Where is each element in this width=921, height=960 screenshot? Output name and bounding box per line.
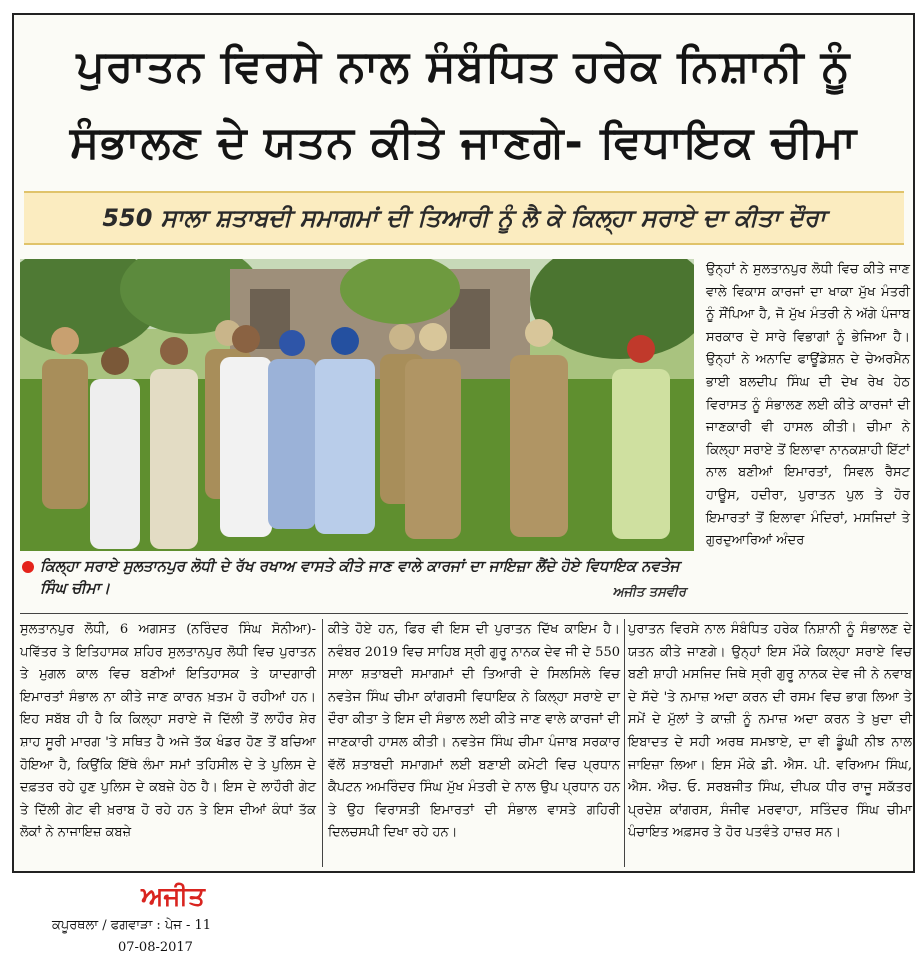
photo-person-head xyxy=(101,347,129,375)
headline-line-2: ਸੰਭਾਲਣ ਦੇ ਯਤਨ ਕੀਤੇ ਜਾਣਗੇ- ਵਿਧਾਇਕ ਚੀਮਾ xyxy=(69,117,858,168)
photo-person-turban xyxy=(419,323,447,351)
article-column-1: ਸੁਲਤਾਨਪੁਰ ਲੋਧੀ, 6 ਅਗਸਤ (ਨਰਿੰਦਰ ਸਿੰਘ ਸੋਨੀਆ)- ਪਵਿੱਤਰ ਤੇ ਇਤਿਹਾਸਕ ਸ਼ਹਿਰ ਸੁਲਤਾਨਪੁਰ ਲੋਧੀ ਵਿਚ ਪੁਰਾਤਨ ਤੇ ਮੁਗਲ ਕਾਲ ਵਿਚ ਬਣੀਆਂ ਇਤਿਹਾਸਕ ਤੇ ਯਾਦਗਾਰੀ ਇਮਾਰਤਾਂ ਸੰਭਾਲ ਨਾ ਕੀਤੇ ਜਾਣ ਕਾਰਨ ਖ਼ਤਮ ਹੋ ਰਹੀਆਂ ਹਨ। ਇਹ ਸਬੱਬ ਹੀ ਹੈ ਕਿ ਕਿਲ੍ਹਾ ਸਰਾਏ ਜੋ ਦਿੱਲੀ ਤੋਂ ਲਾਹੌਰ ਸ਼ੇਰ ਸ਼ਾਹ ਸੂਰੀ ਮਾਰਗ 'ਤੇ ਸਥਿਤ ਹੈ ਅਜੇ ਤੱਕ ਖੰਡਰ ਹੋਣ ਤੋਂ ਬਚਿਆ ਹੋਇਆ ਹੈ, ਕਿਉਂਕਿ ਇੱਥੇ ਲੰਮਾ ਸਮਾਂ ਤਹਿਸੀਲ ਦੇ ਤੇ ਪੁਲਿਸ ਦੇ ਦਫ਼ਤਰ ਰਹੇ ਹੁਣ ਪੁਲਿਸ ਦੇ ਕਬਜ਼ੇ ਹੇਠ ਹੈ। ਇਸ ਦੇ ਲਾਹੌਰੀ ਗੇਟ ਤੇ ਦਿੱਲੀ ਗੇਟ ਵੀ ਖ਼ਰਾਬ ਹੋ ਰਹੇ ਹਨ ਤੇ ਇਸ ਦੀਆਂ ਕੰਧਾਂ ਤੱਕ ਲੋਕਾਂ ਨੇ ਨਾਜਾਇਜ਼ ਕਬਜ਼ੇ xyxy=(20,622,316,841)
photo-credit: ਅਜੀਤ ਤਸਵੀਰ xyxy=(612,585,686,600)
newspaper-clipping xyxy=(12,13,915,873)
photo-person xyxy=(612,369,670,539)
edition-page-label: ਕਪੂਰਥਲਾ / ਫਗਵਾੜਾ : ਪੇਜ - 11 xyxy=(52,918,212,933)
headline-line-1: ਪੁਰਾਤਨ ਵਿਰਸੇ ਨਾਲ ਸੰਬੰਧਿਤ ਹਰੇਕ ਨਿਸ਼ਾਨੀ ਨੂੰ xyxy=(76,41,851,92)
photo-person-turban xyxy=(525,319,553,347)
edition-date: 07-08-2017 xyxy=(118,940,193,955)
article-column-3: ਪੁਰਾਤਨ ਵਿਰਸੇ ਨਾਲ ਸੰਬੰਧਿਤ ਹਰੇਕ ਨਿਸ਼ਾਨੀ ਨੂੰ ਸੰਭਾਲਣ ਦੇ ਯਤਨ ਕੀਤੇ ਜਾਣਗੇ। ਉਨ੍ਹਾਂ ਇਸ ਮੌਕੇ ਕਿਲ੍ਹਾ ਸਰਾਏ ਵਿਚ ਬਣੀ ਸ਼ਾਹੀ ਮਸਜਿਦ ਜਿਥੇ ਸ੍ਰੀ ਗੁਰੂ ਨਾਨਕ ਦੇਵ ਜੀ ਨੇ ਨਵਾਬ ਦੇ ਸੱਦੇ 'ਤੇ ਨਮਾਜ਼ ਅਦਾ ਕਰਨ ਦੀ ਰਸਮ ਵਿਚ ਭਾਗ ਲਿਆ ਤੇ ਸਮੇਂ ਦੇ ਮੁੱਲਾਂ ਤੇ ਕਾਜ਼ੀ ਨੂੰ ਨਮਾਜ਼ ਅਦਾ ਕਰਨ ਤੇ ਖ਼ੁਦਾ ਦੀ ਇਬਾਦਤ ਦੇ ਸਹੀ ਅਰਥ ਸਮਝਾਏ, ਦਾ ਵੀ ਡੂੰਘੀ ਨੀਝ ਨਾਲ ਜਾਇਜ਼ਾ ਲਿਆ। ਇਸ ਮੌਕੇ ਡੀ. ਐਸ. ਪੀ. ਵਰਿਆਮ ਸਿੰਘ, ਐਸ. ਐਚ. ਓ. ਸਰਬਜੀਤ ਸਿੰਘ, ਦੀਪਕ ਧੀਰ ਰਾਜੂ ਸਕੱਤਰ ਪ੍ਰਦੇਸ਼ ਕਾਂਗਰਸ, ਸੰਜੀਵ ਮਰਵਾਹਾ, ਸਤਿੰਦਰ ਸਿੰਘ ਚੀਮਾ ਪੰਚਾਇਤ ਅਫ਼ਸਰ ਤੇ ਹੋਰ ਪਤਵੰਤੇ ਹਾਜ਼ਰ ਸਨ। xyxy=(628,622,912,841)
photo-caption xyxy=(20,555,698,611)
article-right-column-top: ਉਨ੍ਹਾਂ ਨੇ ਸੁਲਤਾਨਪੁਰ ਲੋਧੀ ਵਿਚ ਕੀਤੇ ਜਾਣ ਵਾਲੇ ਵਿਕਾਸ ਕਾਰਜਾਂ ਦਾ ਖਾਕਾ ਮੁੱਖ ਮੰਤਰੀ ਨੂੰ ਸੌਂਪਿਆ ਹੈ, ਜੋ ਮੁੱਖ ਮੰਤਰੀ ਨੇ ਅੱਗੇ ਪੰਜਾਬ ਸਰਕਾਰ ਦੇ ਸਾਰੇ ਵਿਭਾਗਾਂ ਨੂੰ ਭੇਜਿਆ ਹੈ। ਉਨ੍ਹਾਂ ਨੇ ਅਨਾਦਿ ਫਾਊਂਡੇਸ਼ਨ ਦੇ ਚੇਅਰਮੈਨ ਭਾਈ ਬਲਦੀਪ ਸਿੰਘ ਦੀ ਦੇਖ ਰੇਖ ਹੇਠ ਵਿਰਾਸਤ ਨੂੰ ਸੰਭਾਲਣ ਲਈ ਕੀਤੇ ਕਾਰਜਾਂ ਦੀ ਜਾਣਕਾਰੀ ਵੀ ਹਾਸਲ ਕੀਤੀ। ਚੀਮਾ ਨੇ ਕਿਲ੍ਹਾ ਸਰਾਏ ਤੋਂ ਇਲਾਵਾ ਨਾਨਕਸ਼ਾਹੀ ਇੱਟਾਂ ਨਾਲ ਬਣੀਆਂ ਇਮਾਰਤਾਂ, ਸਿਵਲ ਰੈਸਟ ਹਾਊਸ, ਹਦੀਰਾ, ਪੁਰਾਤਨ ਪੁਲ ਤੇ ਹੋਰ ਇਮਾਰਤਾਂ ਤੋਂ ਇਲਾਵਾ ਮੰਦਿਰਾਂ, ਮਸਜਿਦਾਂ ਤੇ ਗੁਰਦੁਆਰਿਆਂ ਅੰਦਰ xyxy=(706,262,910,549)
column-divider xyxy=(322,619,323,867)
news-photo xyxy=(20,259,694,551)
caption-text: ਕਿਲ੍ਹਾ ਸਰਾਏ ਸੁਲਤਾਨਪੁਰ ਲੋਧੀ ਦੇ ਰੱਖ ਰਖਾਅ ਵਾਸਤੇ ਕੀਤੇ ਜਾਣ ਵਾਲੇ ਕਾਰਜਾਂ ਦਾ ਜਾਇਜ਼ਾ ਲੈਂਦੇ ਹੋਏ ਵਿਧਾਇਕ ਨਵਤੇਜ ਸਿੰਘ ਚੀਮਾ। xyxy=(40,557,680,597)
newspaper-logo: ਅਜੀਤ xyxy=(141,882,205,912)
photo-person xyxy=(220,357,272,537)
photo-person-head xyxy=(160,337,188,365)
photo-person xyxy=(268,359,316,529)
photo-person xyxy=(150,369,198,549)
photo-person-head xyxy=(232,325,260,353)
photo-person-turban xyxy=(279,330,305,356)
article-column-2: ਕੀਤੇ ਹੋਏ ਹਨ, ਫਿਰ ਵੀ ਇਸ ਦੀ ਪੁਰਾਤਨ ਦਿੱਖ ਕਾਇਮ ਹੈ। ਨਵੰਬਰ 2019 ਵਿਚ ਸਾਹਿਬ ਸ੍ਰੀ ਗੁਰੂ ਨਾਨਕ ਦੇਵ ਜੀ ਦੇ 550 ਸਾਲਾ ਸ਼ਤਾਬਦੀ ਸਮਾਗਮਾਂ ਦੀ ਤਿਆਰੀ ਦੇ ਸਿਲਸਿਲੇ ਵਿਚ ਨਵਤੇਜ ਸਿੰਘ ਚੀਮਾ ਕਾਂਗਰਸੀ ਵਿਧਾਇਕ ਨੇ ਕਿਲ੍ਹਾ ਸਰਾਏ ਦਾ ਦੌਰਾ ਕੀਤਾ ਤੇ ਇਸ ਦੀ ਸੰਭਾਲ ਲਈ ਕੀਤੇ ਜਾਣ ਵਾਲੇ ਕਾਰਜਾਂ ਦੀ ਜਾਣਕਾਰੀ ਹਾਸਲ ਕੀਤੀ। ਨਵਤੇਜ ਸਿੰਘ ਚੀਮਾ ਪੰਜਾਬ ਸਰਕਾਰ ਵੱਲੋਂ ਸ਼ਤਾਬਦੀ ਸਮਾਗਮਾਂ ਲਈ ਬਣਾਈ ਕਮੇਟੀ ਵਿਚ ਪ੍ਰਧਾਨ ਕੈਪਟਨ ਅਮਰਿੰਦਰ ਸਿੰਘ ਮੁੱਖ ਮੰਤਰੀ ਦੇ ਨਾਲ ਉਪ ਪ੍ਰਧਾਨ ਹਨ ਤੇ ਉਹ ਵਿਰਾਸਤੀ ਇਮਾਰਤਾਂ ਦੀ ਸੰਭਾਲ ਵਾਸਤੇ ਗਹਿਰੀ ਦਿਲਚਸਪੀ ਦਿਖਾ ਰਹੇ ਹਨ। xyxy=(328,622,620,841)
photo-person xyxy=(510,355,568,537)
photo-person-turban xyxy=(627,335,655,363)
caption-bullet-icon xyxy=(22,561,34,573)
section-divider xyxy=(20,613,908,614)
photo-person xyxy=(42,359,88,509)
photo-person-head xyxy=(51,327,79,355)
photo-person xyxy=(90,379,140,549)
photo-person-head xyxy=(389,324,415,350)
column-divider xyxy=(624,619,625,867)
photo-person-turban xyxy=(331,327,359,355)
subheadline-bar xyxy=(24,191,904,245)
subheadline: 550 ਸਾਲਾ ਸ਼ਤਾਬਦੀ ਸਮਾਗਮਾਂ ਦੀ ਤਿਆਰੀ ਨੂੰ ਲੈ ਕੇ ਕਿਲ੍ਹਾ ਸਰਾਏ ਦਾ ਕੀਤਾ ਦੌਰਾ xyxy=(102,204,826,232)
photo-person xyxy=(315,359,375,534)
photo-person xyxy=(405,359,461,539)
